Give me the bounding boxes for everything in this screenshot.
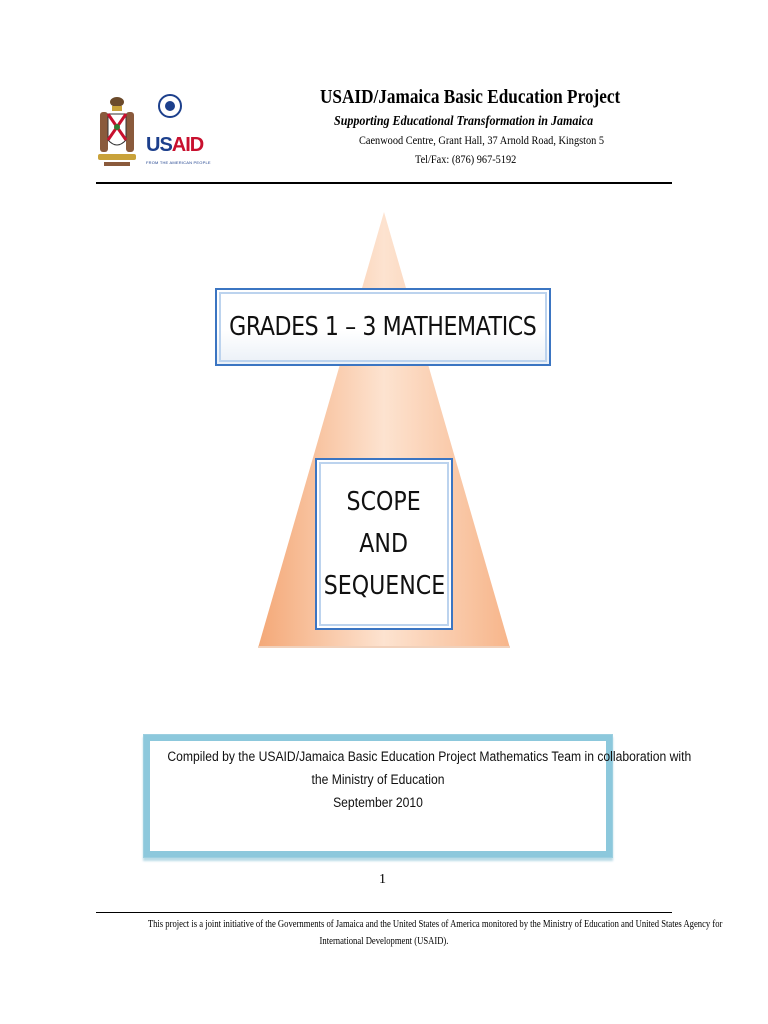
usaid-logo: [146, 94, 211, 172]
cover-title-box: [215, 288, 551, 366]
project-telfax: Tel/Fax: (876) 967-5192: [415, 152, 517, 166]
credits-box: [143, 734, 692, 858]
project-subtitle: Supporting Educational Transformation in Jamaica: [334, 114, 594, 129]
project-address: Caenwood Centre, Grant Hall, 37 Arnold Road, Kingston 5: [359, 133, 605, 147]
header-divider: [96, 182, 672, 184]
usaid-wordmark: USAID: [146, 134, 204, 156]
scope-sequence-box: [315, 458, 453, 630]
page-number: 1: [379, 872, 386, 887]
credits-date: September 2010: [333, 795, 423, 810]
project-title: USAID/Jamaica Basic Education Project: [320, 86, 621, 108]
credits-line-1: Compiled by the USAID/Jamaica Basic Education Project Mathematics Team in collaboration with: [167, 749, 692, 764]
usaid-seal-icon: [158, 94, 182, 118]
footer-line-2: International Development (USAID).: [319, 936, 449, 947]
scope-text: SCOPE: [346, 487, 422, 517]
jamaica-coat-of-arms-logo: [94, 94, 140, 170]
credits-line-2: the Ministry of Education: [311, 772, 445, 787]
sequence-text: SEQUENCE: [323, 571, 445, 601]
footer-note: [96, 916, 723, 950]
and-text: AND: [359, 529, 409, 559]
footer-divider: [96, 912, 672, 913]
footer-line-1: This project is a joint initiative of the Governments of Jamaica and the United States of America monitored by the Ministry of Education and United States Agency for: [147, 919, 723, 930]
cover-title: GRADES 1 – 3 MATHEMATICS: [229, 312, 537, 342]
usaid-tagline: FROM THE AMERICAN PEOPLE: [146, 160, 211, 165]
